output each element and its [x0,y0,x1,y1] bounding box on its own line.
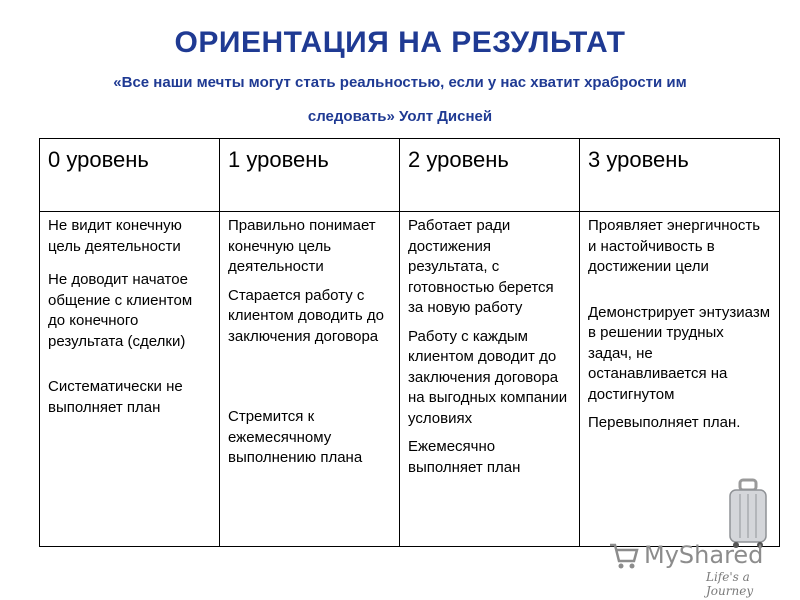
level-2-item: Работу с каждым клиентом доводит до заключения договора на выгодных компании условиях [408,327,568,427]
level-1-item: Стремится к ежемесячному выполнению плана [228,408,363,466]
level-2-item: Ежемесячно выполняет план [408,438,521,476]
header-level-2: 2 уровень [400,139,580,212]
level-3-item: Демонстрирует энтузиазм в решении трудных задач, не останавливается на достигнутом [588,303,771,403]
header-level-1: 1 уровень [220,139,400,212]
quote-line-2: следовать» Уолт Дисней [307,108,493,125]
watermark-tagline: Life's a Journey [706,570,754,598]
watermark [606,537,796,597]
level-2-cell [400,212,580,547]
level-1-item: Правильно понимает конечную цель деятельности [228,217,376,275]
cart-icon [608,541,640,571]
table-header-row [40,139,780,212]
slide-title: ОРИЕНТАЦИЯ НА РЕЗУЛЬТАТ [174,26,626,59]
header-level-0: 0 уровень [40,139,220,212]
level-2-item: Работает ради достижения результата, с готовностью берется за новую работу [408,217,554,316]
level-1-cell [220,212,400,547]
level-1-item: Старается работу с клиентом доводить до заключения договора [228,286,384,345]
levels-table [39,138,780,547]
level-0-cell [40,212,220,547]
quote-line-1: «Все наши мечты могут стать реальностью, если у нас хватит храбрости им [113,74,687,91]
level-0-item: Систематически не выполняет план [48,378,183,416]
level-0-item: Не доводит начатое общение с клиентом до конечного результата (сделки) [48,271,193,350]
slide-quote [40,66,760,134]
table-row [40,212,780,547]
header-level-3: 3 уровень [580,139,780,212]
level-0-item: Не видит конечную цель деятельности [48,217,182,255]
level-3-item: Проявляет энергичность и настойчивость в достижении цели [588,217,761,275]
level-3-item: Перевыполняет план. [588,414,741,431]
watermark-brand: MyShared [644,541,764,569]
